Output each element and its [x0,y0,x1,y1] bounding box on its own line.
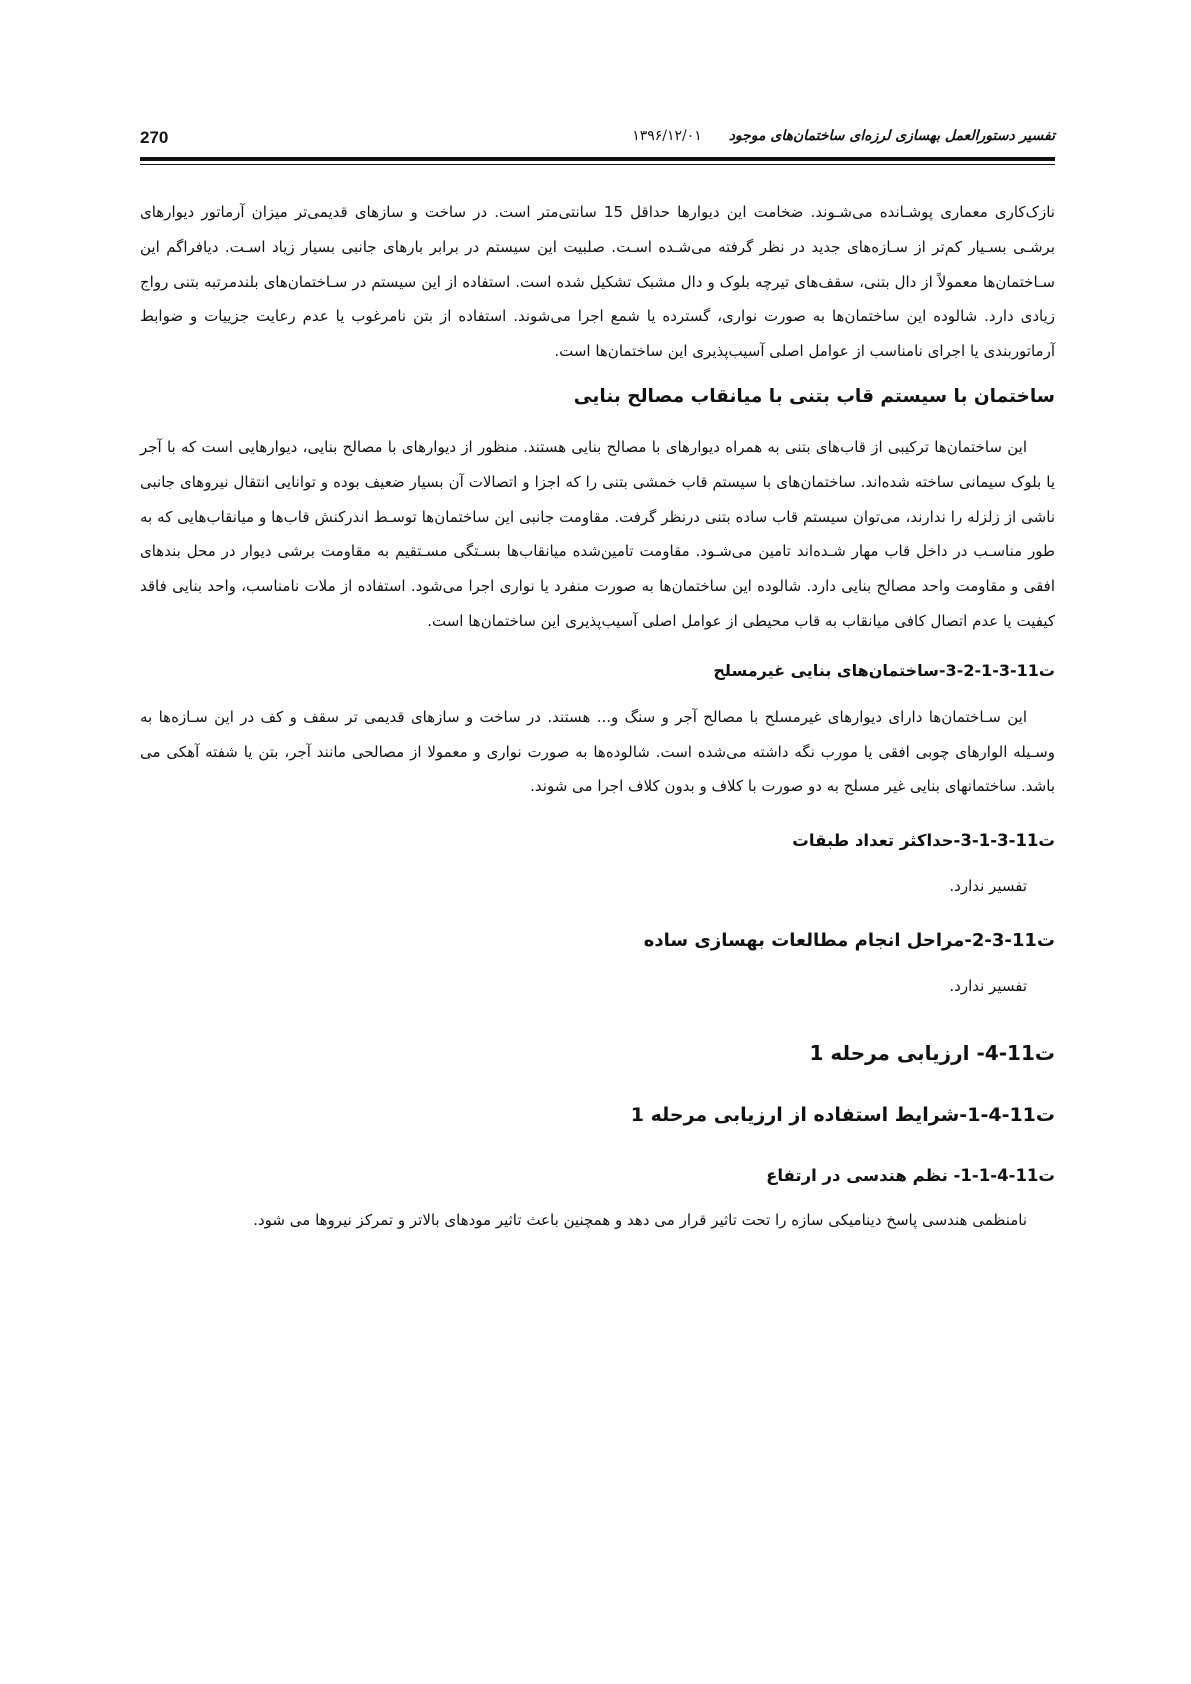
page-number: 270 [140,128,169,147]
page-header [140,124,1055,154]
page-body [140,203,1055,1238]
book-title: تفسیر دستورالعمل بهسازی لرزه‌ای ساختمان‌های موجود [728,128,1055,144]
header-date: ۱۳۹۶/۱۲/۰۱ [632,128,702,144]
note-retrofit-stages: تفسیر ندارد. [949,977,1027,996]
note-max-floors: تفسیر ندارد. [949,877,1027,896]
heading-unreinforced-masonry: ت11-3-1-2-3-ساختمان‌های بنایی غیرمسلح [713,660,1055,680]
heading-retrofit-stages: ت11-3-2-مراحل انجام مطالعات بهسازی ساده [643,930,1055,952]
intro-paragraph: نازک‌کاری معماری پوشـانده می‌شـوند. ضخامت این دیوارها حداقل 15 سانتی‌متر است. در ساخت و سازهای قدیمی‌تر میزان آرماتور دیوارهای برشـی بسـیار کم‌تر از سـازه‌های جدید در نظر گرفته می‌شـده اسـت. صلبیت این سیستم در برابر بارهای جانبی بسیار زیاد اسـت. دیافراگم این سـاختمان‌ها معمولاً از دال بتنی، سقف‌های تیرچه بلوک و دال مشبک تشکیل شده است. استفاده از این سیستم در سـاختمان‌های بلندمرتبه بتنی رواج زیادی دارد. شالوده این ساختمان‌ها به صورت نواری، گسترده یا شمع اجرا می‌شوند. استفاده از بتن نامرغوب یا عدم رعایت جزییات و ضوابط آرماتوربندی یا اجرای نامناسب از عوامل اصلی آسیب‌پذیری این ساختمان‌ها است. [140,203,1055,361]
paragraph-vertical-regularity: نامنظمی هندسی پاسخ دینامیکی سازه را تحت تاثیر قرار می دهد و همچنین باعث تاثیر مودهای بالاتر و تمرکز نیروها می شود. [253,1211,1027,1230]
heading-level1-conditions: ت11-4-1-شرایط استفاده از ارزیابی مرحله 1 [630,1104,1055,1127]
heading-max-floors: ت11-3-1-3-حداکثر تعداد طبقات [792,831,1055,851]
header-rule-thick [140,157,1055,161]
heading-infill-frame: ساختمان با سیستم قاب بتنی با میانقاب مصالح بنایی [573,385,1055,407]
running-title [632,128,1055,144]
paragraph-infill-frame: این ساختمان‌ها ترکیبی از قاب‌های بتنی به همراه دیوارهای با مصالح بنایی هستند. منظور از دیوارهای با مصالح بنایی، دیوارهایی است که با آجر یا بلوک سیمانی ساخته شده‌اند. ساختمان‌های با سیستم قاب خمشی بتنی را که اجزا و اتصالات آن بسیار ضعیف بوده و توانایی انتقال نیروهای جانبی ناشی از زلزله را ندارند، می‌توان سیستم قاب ساده بتنی درنظر گرفت. مقاومت جانبی این ساختمان‌ها توسـط اندرکنش قاب‌ها و میانقاب‌هایی که به طور مناسـب در داخل قاب مهار شـده‌اند تامین می‌شـود. مقاومت تامین‌شده میانقاب‌ها بسـتگی مسـتقیم به مقاومت برشی دیوار در محل بندهای افقی و مقاومت واحد مصالح بنایی دارد. شالوده این ساختمان‌ها به صورت منفرد یا نواری اجرا می‌شود. استفاده از ملات نامناسب، واحد بنایی فاقد کیفیت یا عدم اتصال کافی میانقاب به قاب محیطی از عوامل اصلی آسیب‌پذیری این ساختمان‌ها است. [140,437,1055,630]
heading-vertical-regularity: ت11-4-1-1- نظم هندسی در ارتفاع [766,1166,1055,1186]
header-rule-thin [140,164,1055,165]
paragraph-unreinforced-masonry: این سـاختمان‌ها دارای دیوارهای غیرمسلح با مصالح آجر و سنگ و... هستند. در ساخت و سازهای قدیمی تر سقف و کف در این سـازه‌ها به وسـیله الوارهای چوبی افقی یا مورب نگه داشته می‌شده است. شالوده‌ها به صورت نواری و معمولا از مصالحی مانند آجر، بتن یا شفته آهکی می باشد. ساختمانهای بنایی غیر مسلح به دو صورت با کلاف و بدون کلاف اجرا می شوند. [140,707,1055,796]
heading-level1-evaluation: ت11-4- ارزیابی مرحله 1 [809,1041,1055,1066]
